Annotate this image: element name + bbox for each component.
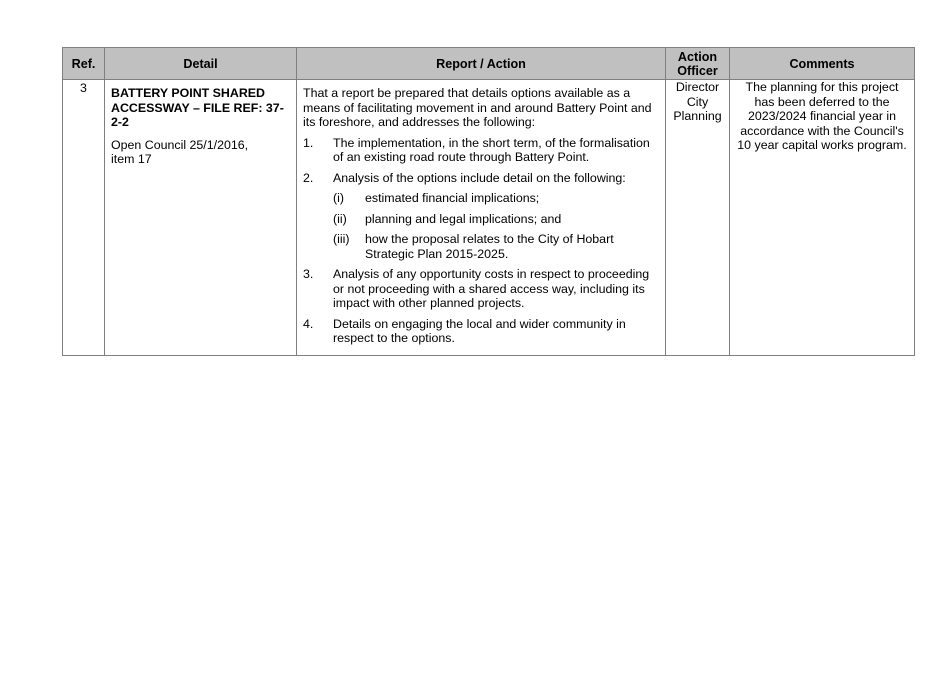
list-item-number: 2.	[303, 170, 314, 185]
sub-item-number: (iii)	[333, 232, 350, 246]
list-item-text: The implementation, in the short term, of the formalisation of an existing road route through Battery Point.	[333, 135, 650, 164]
list-item	[303, 171, 659, 262]
detail-title: BATTERY POINT SHARED ACCESSWAY – FILE REF: 37-2-2	[111, 86, 284, 129]
list-item-body	[333, 171, 659, 262]
sub-list-item	[333, 191, 659, 206]
header-action-officer-line2: Officer	[677, 63, 718, 78]
list-item-number: 1.	[303, 135, 314, 150]
sub-list	[333, 191, 659, 261]
list-item-number: 4.	[303, 316, 314, 331]
header-detail: Detail	[105, 48, 297, 80]
sub-item-text: planning and legal implications; and	[365, 211, 562, 226]
list-item	[303, 136, 659, 165]
sub-item-number: (i)	[333, 191, 345, 205]
action-table	[62, 47, 915, 356]
report-intro: That a report be prepared that details options available as a means of facilitating movement in and around Battery Point and its foreshore, and addresses the following:	[303, 86, 652, 129]
header-action-officer-line1: Action	[677, 49, 718, 64]
sub-item-text: how the proposal relates to the City of Hobart Strategic Plan 2015-2025.	[365, 232, 614, 261]
table-row	[63, 80, 915, 356]
sub-item-number: (ii)	[333, 211, 347, 226]
list-item-number: 3.	[303, 267, 314, 281]
action-officer-cell	[666, 80, 730, 356]
sub-item-text: estimated financial implications;	[365, 191, 540, 205]
officer-line2: City	[686, 94, 709, 109]
header-row	[63, 48, 915, 80]
sub-list-item	[333, 232, 659, 261]
list-item-text: Details on engaging the local and wider community in respect to the options.	[333, 316, 626, 345]
detail-cell	[105, 80, 297, 356]
sub-list-item	[333, 212, 659, 227]
header-report-action: Report / Action	[297, 48, 666, 80]
officer-line3: Planning	[673, 109, 722, 123]
detail-meeting-line1: Open Council 25/1/2016,	[111, 137, 249, 152]
comments-cell: The planning for this project has been deferred to the 2023/2024 financial year in accordance with the Council's 10 year capital works program.	[730, 80, 915, 356]
header-ref: Ref.	[63, 48, 105, 80]
header-action-officer	[666, 48, 730, 80]
detail-meeting-ref	[111, 138, 290, 167]
list-item	[303, 267, 659, 311]
header-comments: Comments	[730, 48, 915, 80]
list-item	[303, 317, 659, 346]
officer-line1: Director	[675, 80, 720, 94]
detail-meeting-line2: item 17	[111, 152, 152, 166]
report-action-cell	[297, 80, 666, 356]
list-item-text: Analysis of the options include detail on the following:	[333, 170, 626, 185]
list-item-text: Analysis of any opportunity costs in respect to proceeding or not proceeding with a shared access way, including its impact with other planned projects.	[333, 267, 650, 310]
ref-cell: 3	[63, 80, 105, 356]
